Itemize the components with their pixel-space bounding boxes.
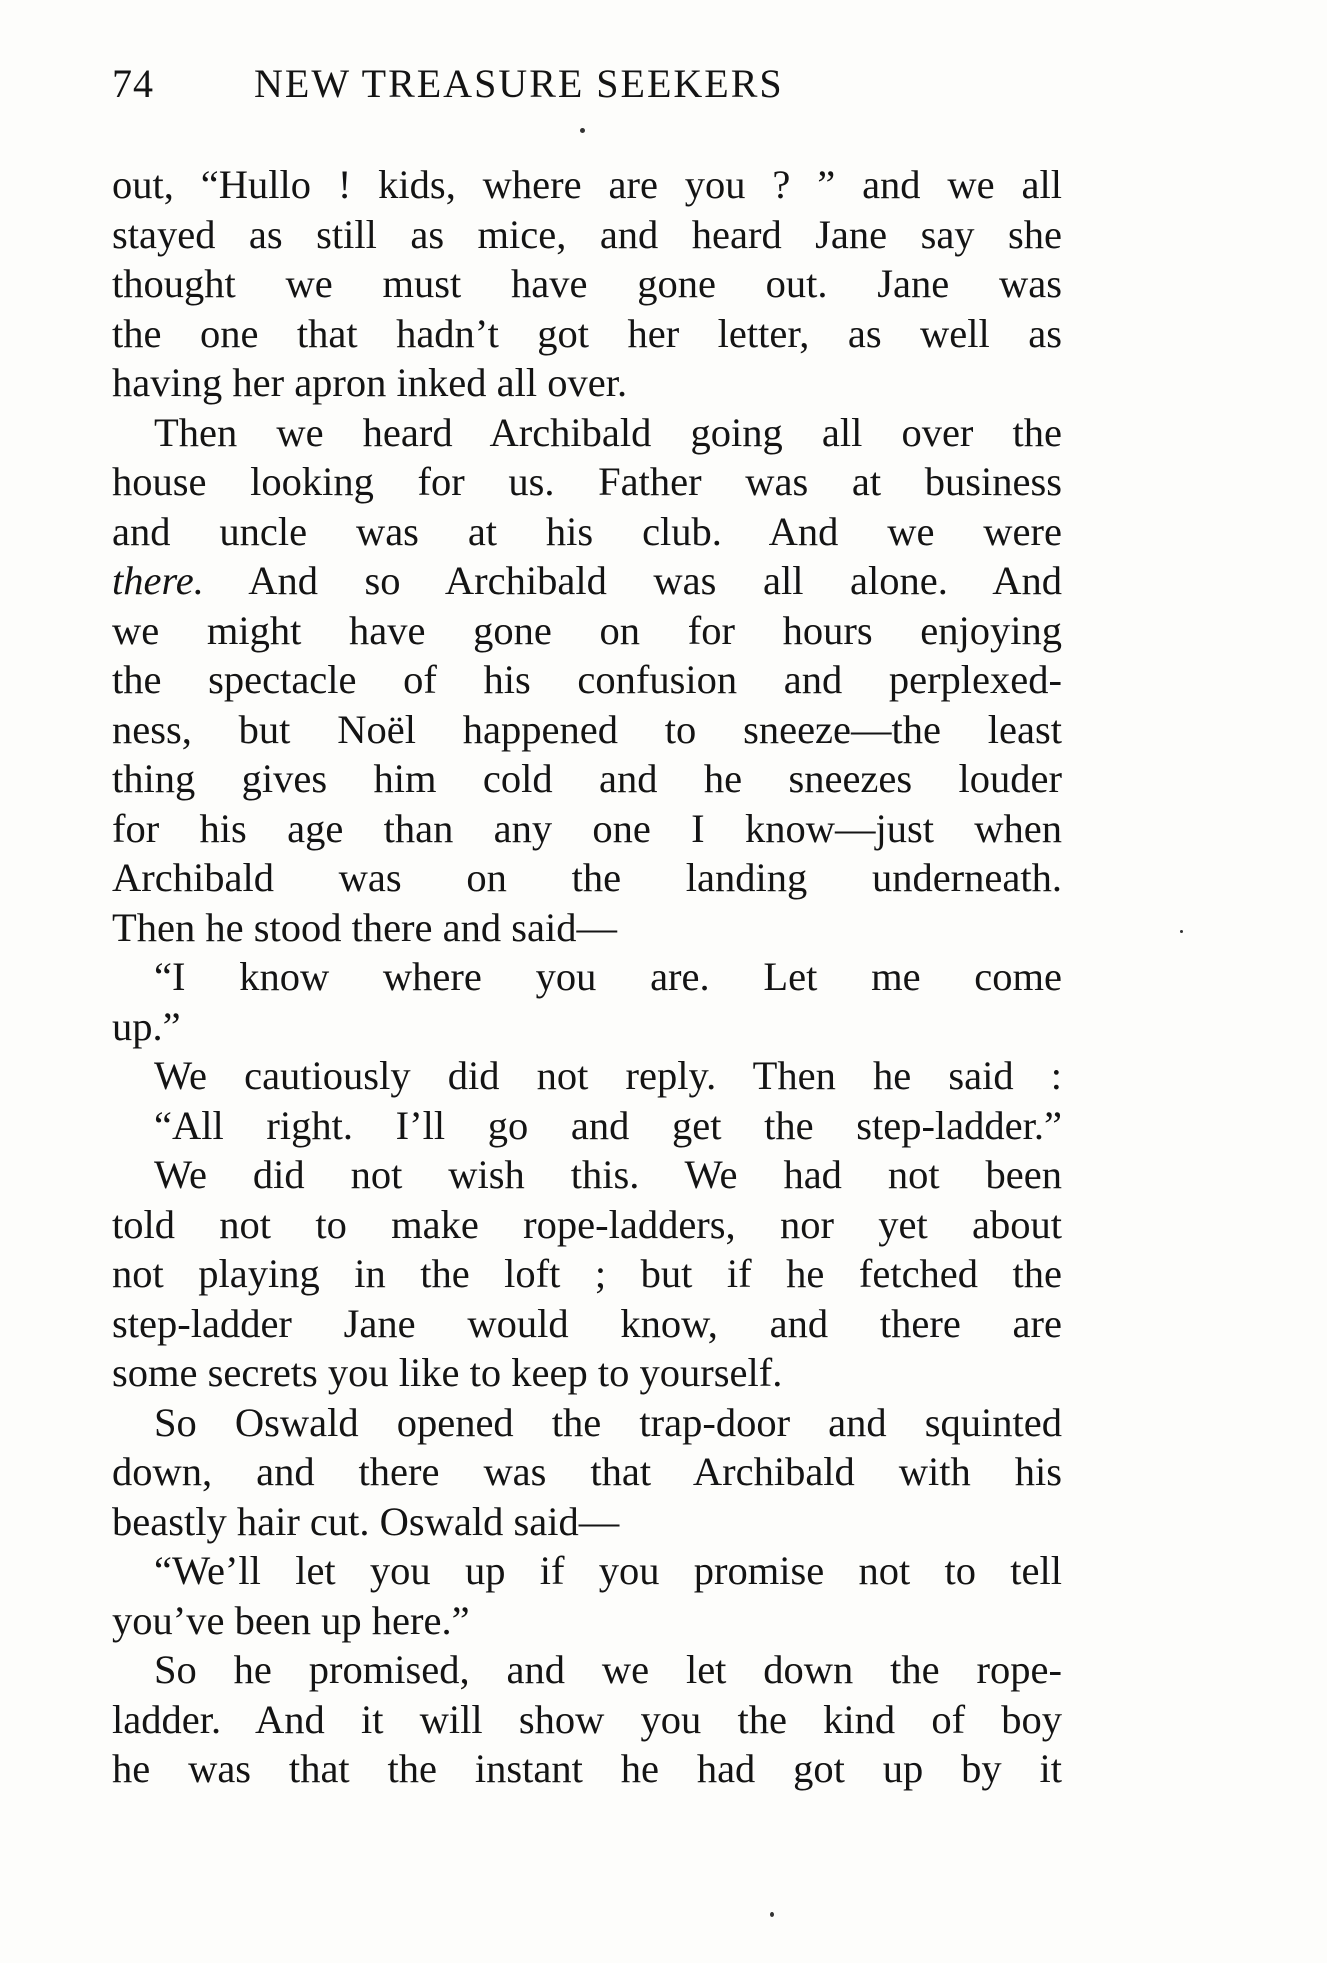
text-line xyxy=(112,556,1062,606)
text-line: told not to make rope-ladders, nor yet about xyxy=(112,1201,1062,1247)
text-line: he was that the instant he had got up by it xyxy=(112,1746,1062,1791)
text-line: the one that hadn’t got her letter, as well as xyxy=(112,310,1062,356)
print-speck xyxy=(1180,930,1183,933)
page-header xyxy=(112,60,1072,120)
text-line: We cautiously did not reply. Then he said : xyxy=(154,1053,1062,1098)
text-line: We did not wish this. We had not been xyxy=(154,1152,1062,1197)
text-line: Then we heard Archibald going all over the xyxy=(154,409,1062,455)
print-speck xyxy=(580,128,585,133)
text-line: So Oswald opened the trap-door and squinted xyxy=(154,1399,1062,1445)
text-line: out, “Hullo ! kids, where are you ? ” and we all xyxy=(112,162,1062,207)
text-line: not playing in the loft ; but if he fetched the xyxy=(112,1251,1062,1296)
text-line: thought we must have gone out. Jane was xyxy=(112,261,1062,306)
text-line: the spectacle of his confusion and perplexed- xyxy=(112,657,1062,702)
page-number: 74 xyxy=(112,61,154,106)
text-line: down, and there was that Archibald with his xyxy=(112,1449,1062,1494)
italic-word: there. xyxy=(112,558,204,603)
text-line: some secrets you like to keep to yourself. xyxy=(112,1350,783,1395)
text-line: ness, but Noël happened to sneeze—the least xyxy=(112,706,1062,752)
text-line: thing gives him cold and he sneezes louder xyxy=(112,756,1062,801)
print-speck xyxy=(770,1912,774,1917)
text-line: Archibald was on the landing underneath. xyxy=(112,855,1062,900)
text-line: for his age than any one I know—just when xyxy=(112,805,1062,851)
text-line: up.” xyxy=(112,1003,181,1049)
line-remainder: And so Archibald was all alone. And xyxy=(203,558,1062,603)
text-line: step-ladder Jane would know, and there are xyxy=(112,1300,1062,1346)
text-line: “I know where you are. Let me come xyxy=(154,954,1062,999)
text-line: having her apron inked all over. xyxy=(112,360,628,405)
text-line: house looking for us. Father was at business xyxy=(112,459,1062,504)
body-text xyxy=(112,160,1062,1794)
text-line: and uncle was at his club. And we were xyxy=(112,508,1062,554)
text-line: we might have gone on for hours enjoying xyxy=(112,607,1062,653)
text-line: So he promised, and we let down the rope- xyxy=(154,1647,1062,1692)
text-line: Then he stood there and said— xyxy=(112,904,617,950)
text-line: “All right. I’ll go and get the step-ladder.” xyxy=(154,1102,1062,1148)
text-line: stayed as still as mice, and heard Jane say she xyxy=(112,211,1062,257)
text-line: beastly hair cut. Oswald said— xyxy=(112,1498,620,1544)
text-line: you’ve been up here.” xyxy=(112,1597,470,1643)
text-line: ladder. And it will show you the kind of boy xyxy=(112,1696,1062,1742)
text-line: “We’ll let you up if you promise not to tell xyxy=(154,1548,1062,1593)
running-title: NEW TREASURE SEEKERS xyxy=(254,61,784,106)
